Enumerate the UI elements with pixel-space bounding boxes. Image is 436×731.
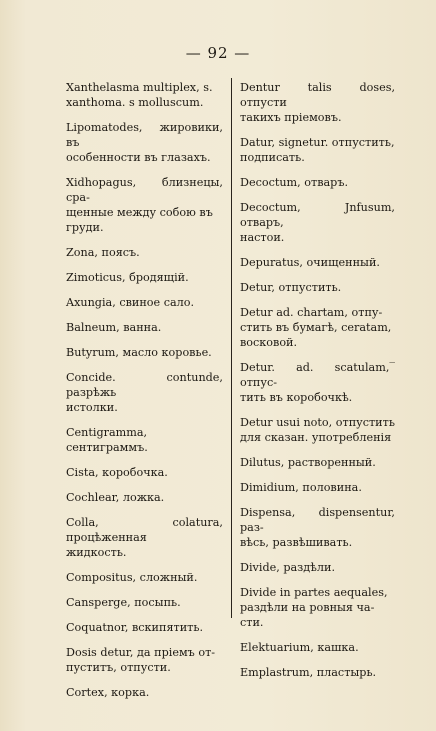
entry-line: Dispensa, dispensentur, раз- bbox=[240, 506, 395, 534]
glossary-entry bbox=[240, 585, 395, 630]
entry-continuation-line: щенные между собою въ bbox=[66, 206, 213, 219]
entry-continuation-line: истолки. bbox=[66, 401, 118, 414]
entry-line: Decoctum, Jnfusum, отваръ, bbox=[240, 201, 395, 229]
entry-line: Lipomatodes, жировики, въ bbox=[66, 121, 223, 149]
entry-line: Datur, signetur. отпустить, bbox=[240, 136, 395, 149]
entry-continuation-line: xanthoma. s molluscum. bbox=[66, 96, 204, 109]
entry-line: Axungia, свиное сало. bbox=[66, 296, 195, 309]
glossary-entry bbox=[66, 645, 223, 675]
entry-continuation-line: такихъ пріемовъ. bbox=[240, 111, 342, 124]
entry-line: Dilutus, растворенный. bbox=[240, 456, 376, 469]
glossary-entry bbox=[66, 425, 223, 455]
glossary-entry bbox=[66, 465, 223, 480]
entry-line: Cista, коробочка. bbox=[66, 466, 168, 479]
entry-continuation-line: для сказан. употребленія bbox=[240, 431, 392, 444]
entry-line: Zona, поясъ. bbox=[66, 246, 140, 259]
entry-line: Concide. contunde, разрѣжь bbox=[66, 371, 223, 399]
entry-line: Cortex, корка. bbox=[66, 686, 150, 699]
entry-continuation-line: подписать. bbox=[240, 151, 305, 164]
glossary-entry bbox=[66, 295, 223, 310]
entry-line: Depuratus, очищенный. bbox=[240, 256, 380, 269]
glossary-entry bbox=[240, 255, 395, 270]
column-divider bbox=[231, 78, 232, 618]
glossary-entry bbox=[240, 135, 395, 165]
entry-continuation-line: сти. bbox=[240, 616, 264, 629]
entry-line: Balneum, ванна. bbox=[66, 321, 162, 334]
glossary-entry bbox=[240, 480, 395, 495]
entry-line: Dentur talis doses, отпусти bbox=[240, 81, 395, 109]
entry-line: Zimoticus, бродящій. bbox=[66, 271, 189, 284]
entry-line: Divide in partes aequales, bbox=[240, 586, 388, 599]
entry-continuation-line: настои. bbox=[240, 231, 285, 244]
entry-continuation-line: особенности въ глазахъ. bbox=[66, 151, 211, 164]
glossary-entry bbox=[66, 175, 223, 235]
glossary-entry bbox=[66, 370, 223, 415]
glossary-entry bbox=[240, 455, 395, 470]
entry-line: Centigramma, сентиграммъ. bbox=[66, 426, 148, 454]
glossary-entry bbox=[66, 515, 223, 560]
entry-line: Detur, отпустить. bbox=[240, 281, 342, 294]
entry-line: Decoctum, отваръ. bbox=[240, 176, 349, 189]
entry-line: Divide, раздѣли. bbox=[240, 561, 336, 574]
entry-line: Detur usui noto, отпустить bbox=[240, 416, 395, 429]
entry-continuation-line: стить въ бумагѣ, ceratam, bbox=[240, 321, 392, 334]
glossary-entry bbox=[240, 640, 395, 655]
glossary-entry bbox=[240, 280, 395, 295]
glossary-entry bbox=[66, 345, 223, 360]
entry-line: Dosis detur, да пріемъ от- bbox=[66, 646, 216, 659]
entry-continuation-line: раздѣли на ровныя ча- bbox=[240, 601, 375, 614]
entry-line: Detur ad. chartam, отпу- bbox=[240, 306, 383, 319]
entry-line: Colla, colatura, процѣженная bbox=[66, 516, 223, 544]
glossary-entry bbox=[66, 490, 223, 505]
entry-continuation-line: пуститъ, отпусти. bbox=[66, 661, 171, 674]
right-column bbox=[240, 80, 395, 690]
page-number: — 92 — bbox=[185, 44, 251, 62]
glossary-entry bbox=[240, 200, 395, 245]
glossary-entry bbox=[66, 270, 223, 285]
glossary-entry bbox=[66, 685, 223, 700]
glossary-entry bbox=[66, 320, 223, 335]
entry-continuation-line: тить въ коробочкѣ. bbox=[240, 391, 353, 404]
entry-line: Xidhopagus, близнецы, сра- bbox=[66, 176, 223, 204]
entry-line: Coquatnor, вскипятить. bbox=[66, 621, 204, 634]
entry-line: Elektuarium, кашка. bbox=[240, 641, 359, 654]
glossary-entry bbox=[240, 505, 395, 550]
glossary-entry bbox=[66, 80, 223, 110]
glossary-entry bbox=[66, 570, 223, 585]
glossary-entry bbox=[66, 245, 223, 260]
entry-continuation-line: жидкость. bbox=[66, 546, 127, 559]
entry-line: Compositus, сложный. bbox=[66, 571, 198, 584]
glossary-entry bbox=[240, 360, 395, 405]
entry-continuation-line: восковой. bbox=[240, 336, 298, 349]
entry-line: Cansperge, посыпь. bbox=[66, 596, 181, 609]
entry-line: Dimidium, половина. bbox=[240, 481, 362, 494]
glossary-entry bbox=[240, 305, 395, 350]
glossary-entry bbox=[240, 80, 395, 125]
glossary-entry bbox=[66, 620, 223, 635]
entry-line: Emplastrum, пластырь. bbox=[240, 666, 377, 679]
entry-continuation-line: вѣсь, развѣшивать. bbox=[240, 536, 353, 549]
glossary-entry bbox=[240, 175, 395, 190]
glossary-entry bbox=[66, 120, 223, 165]
glossary-entry bbox=[66, 595, 223, 610]
entry-line: Detur. ad. scatulam,‾ отпус- bbox=[240, 361, 395, 389]
glossary-entry bbox=[240, 560, 395, 575]
glossary-entry bbox=[240, 665, 395, 680]
left-column bbox=[66, 80, 223, 710]
entry-continuation-line: груди. bbox=[66, 221, 104, 234]
entry-line: Cochlear, ложка. bbox=[66, 491, 165, 504]
entry-line: Butyrum, масло коровье. bbox=[66, 346, 212, 359]
glossary-entry bbox=[240, 415, 395, 445]
entry-line: Xanthelasma multiplex, s. bbox=[66, 81, 213, 94]
